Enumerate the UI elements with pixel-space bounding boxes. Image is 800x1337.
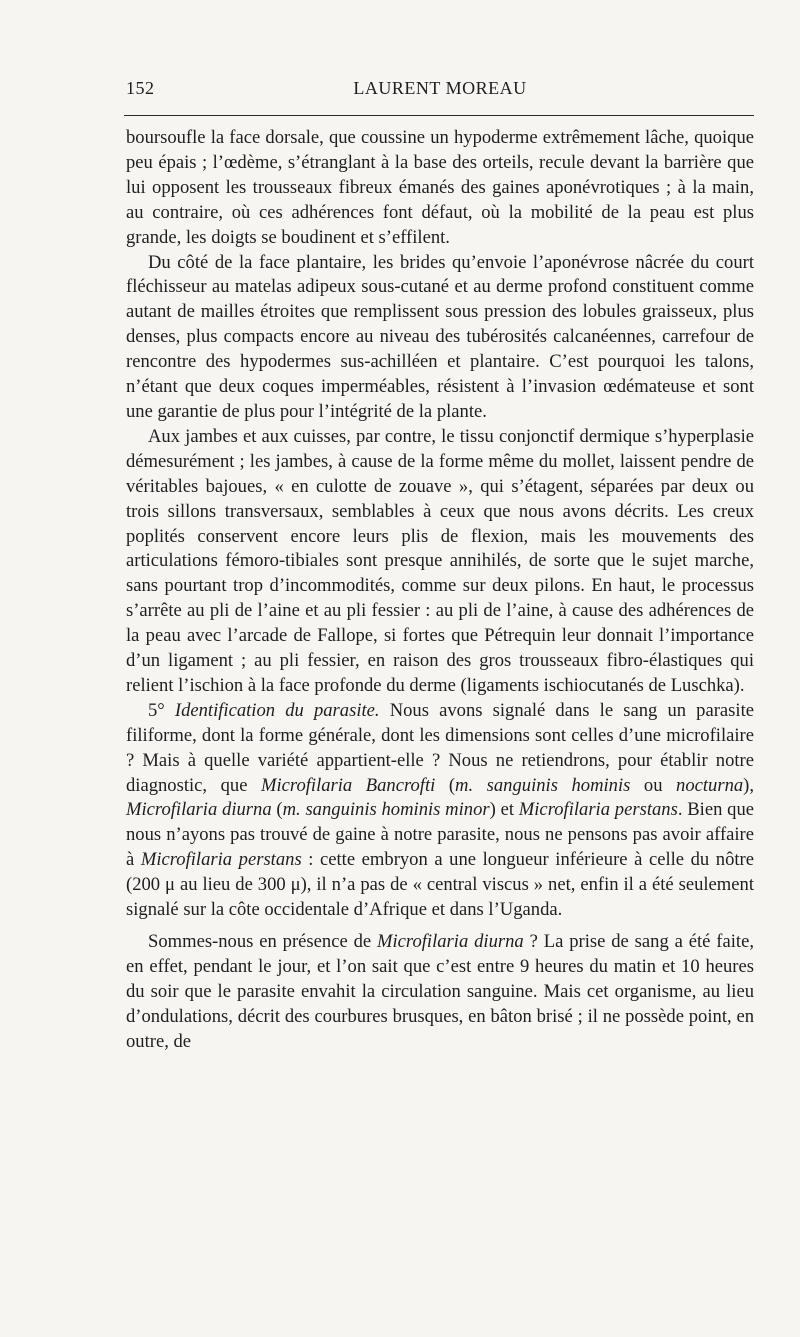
species-name: Microfilaria perstans	[140, 849, 302, 871]
paragraph-5: Sommes-nous en présence de Microfilaria diurna ? La prise de sang a été faite, en effet, pendant le jour, et l’on sait que c’est entre 9 heures du matin et 10 heures du soir que le parasite envahit la circulation sanguine. Mais cet organisme, au lieu d’ondulations, décrit des courbures brusques, en bâton brisé ; il ne possède point, en outre, de	[126, 931, 754, 1052]
species-name: Microfilaria perstans	[518, 799, 678, 821]
section-number: 5°	[148, 699, 165, 721]
species-name: Microfilaria Bancrofti	[260, 774, 436, 796]
page-number: 152	[126, 78, 155, 98]
header-rule	[124, 115, 754, 116]
running-header	[126, 78, 754, 100]
section-heading: Identification du parasite.	[174, 699, 380, 721]
running-title: LAURENT MOREAU	[353, 78, 527, 98]
species-name: m. sanguinis hominis minor	[282, 799, 490, 821]
paragraph-4: 5° Identification du parasite. Nous avons signalé dans le sang un parasite filiforme, dont la forme générale, dont les dimensions sont celles d’une microfilaire ? Mais à quelle variété appartient-elle ? Nous ne retiendrons, pour établir notre diagnostic, que Microfilaria Bancrofti (m. sanguinis hominis ou nocturna), Microfilaria diurna (m. sanguinis hominis minor) et Microfilaria perstans. Bien que nous n’ayons pas trouvé de gaine à notre parasite, nous ne pensons pas avoir affaire à Microfilaria perstans : cette embryon a une longueur inférieure à celle du nôtre (200 μ au lieu de 300 μ), il n’a pas de « central viscus » net, enfin il a été seulement signalé sur la côte occidentale d’Afrique et dans l’Uganda.	[126, 699, 755, 921]
body-text	[126, 126, 754, 1055]
species-name: m. sanguinis hominis	[455, 774, 631, 796]
paragraph-2: Du côté de la face plantaire, les brides qu’envoie l’aponévrose nâcrée du court fléchisseur au matelas adipeux sous-cutané et au derme profond constituent comme autant de mailles étroites que remplissent sous pression des lobules graisseux, plus denses, plus compacts encore au niveau des tubérosités calcanéennes, carrefour de rencontre des hypodermes sus-achilléen et plantaire. C’est pourquoi les talons, n’étant que deux coques imperméables, résistent à l’invasion œdémateuse et sont une garantie de plus pour l’intégrité de la plante.	[126, 251, 754, 422]
species-name: Microfilaria diurna	[126, 799, 272, 821]
species-name: Microfilaria diurna	[377, 931, 524, 952]
species-name: nocturna	[676, 774, 744, 796]
paragraph-1: boursoufle la face dorsale, que coussine un hypoderme extrêmement lâche, quoique peu épais ; l’œdème, s’étranglant à la base des orteils, recule devant la barrière que lui opposent les trousseaux fibreux émanés des gaines aponévrotiques ; à la main, au contraire, où ces adhérences font défaut, où la mobilité de la peau est plus grande, les doigts se boudinent et s’effilent.	[126, 127, 754, 248]
paragraph-3: Aux jambes et aux cuisses, par contre, le tissu conjonctif dermique s’hyperplasie démesurément ; les jambes, à cause de la forme même du mollet, laissent pendre de véritables bajoues, « en culotte de zouave », qui s’étagent, séparées par deux ou trois sillons transversaux, semblables à ceux que nous avons décrits. Les creux poplités conservent encore leurs plis de flexion, mais les mouvements des articulations fémoro-tibiales sont presque annihilés, de sorte que le sujet marche, sans pourtant trop d’incommodités, comme sur deux pilons. En haut, le processus s’arrête au pli de l’aine et au pli fessier : au pli de l’aine, à cause des adhérences de la peau avec l’arcade de Fallope, si fortes que Pétrequin leur donnait l’importance d’un ligament ; au pli fessier, en raison des gros trousseaux fibro-élastiques qui relient l’ischion à la face profonde du derme (ligaments ischiocutanés de Luschka).	[126, 425, 754, 696]
